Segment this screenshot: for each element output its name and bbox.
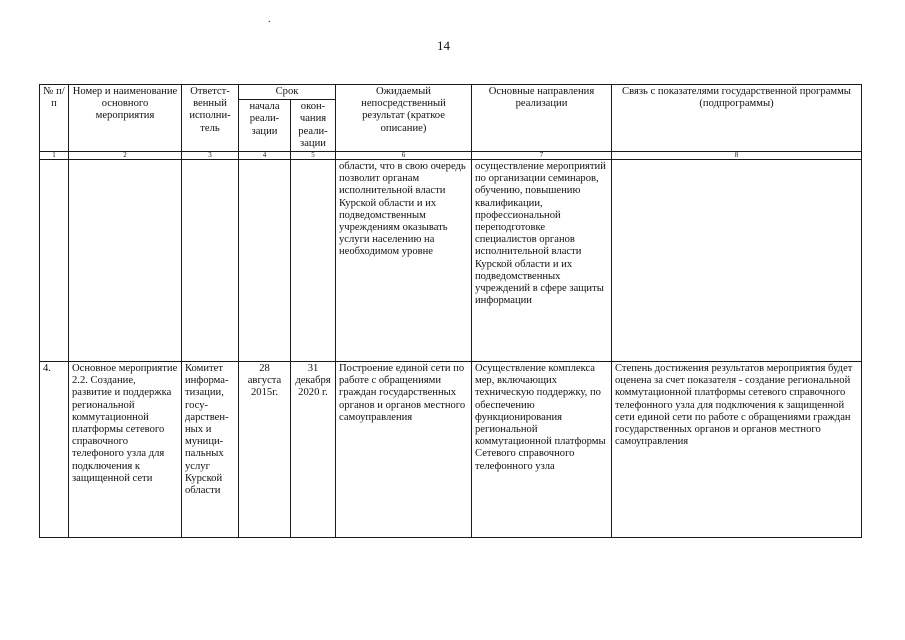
column-number: 7 — [472, 152, 612, 160]
row-link — [612, 160, 862, 362]
header-link: Связь с показателями государственной программы (подпрограммы) — [612, 85, 862, 152]
row-directions: Осуществление комплекса мер, включающих техническую поддержку, по обеспечению функционирования региональной коммутационной платформы Сетевого справочного телефонного узла — [472, 362, 612, 538]
page-number: 14 — [437, 38, 450, 53]
header-start: начала реали-зации — [239, 100, 291, 152]
row-end — [291, 160, 336, 362]
header-directions: Основные направления реализации — [472, 85, 612, 152]
column-number: 8 — [612, 152, 862, 160]
header-result: Ожидаемый непосредственный результат (краткое описание) — [336, 85, 472, 152]
column-number: 1 — [40, 152, 69, 160]
column-number: 6 — [336, 152, 472, 160]
row-start: 28 августа 2015г. — [239, 362, 291, 538]
column-number: 3 — [182, 152, 239, 160]
header-name: Номер и наименование основного мероприятия — [69, 85, 182, 152]
row-directions: осуществление мероприятий по организации семинаров, обучению, повышению квалификации, профессиональной переподготовке специалистов органов исполнительной власти Курской области и их подведомственных учреждений в сфере защиты информации — [472, 160, 612, 362]
row-name: Основное мероприятие 2.2. Создание, развитие и поддержка региональной коммутационной платформы сетевого справочного телефоного узла для подключения к защищенной сети — [69, 362, 182, 538]
row-end: 31 декабря 2020 г. — [291, 362, 336, 538]
row-result: Построение единой сети по работе с обращениями граждан государственных органов и органов местного самоуправления — [336, 362, 472, 538]
page-mark: . — [268, 14, 271, 25]
row-responsible — [182, 160, 239, 362]
header-term: Срок — [239, 85, 336, 100]
row-name — [69, 160, 182, 362]
row-result: области, что в свою очередь позволит органам исполнительной власти Курской области и их подведомственным учреждениям оказывать услуги населению на необходимом уровне — [336, 160, 472, 362]
row-no: 4. — [40, 362, 69, 538]
table-row — [40, 362, 862, 538]
row-link: Степень достижения результатов мероприятия будет оценена за счет показателя - создание региональной коммутационной платформы сетевого справочного телефонного узла для подключения к защищенной сети единой сети по работе с обращениями граждан государственных органов и органов местного самоуправления — [612, 362, 862, 538]
column-number: 4 — [239, 152, 291, 160]
column-number-row — [40, 152, 862, 160]
row-no — [40, 160, 69, 362]
header-row — [40, 85, 862, 100]
table-row — [40, 160, 862, 362]
row-responsible: Комитет информа-тизации, госу-дарствен-ных и муници-пальных услуг Курской области — [182, 362, 239, 538]
program-table — [39, 84, 862, 538]
header-responsible: Ответст-венный исполни-тель — [182, 85, 239, 152]
column-number: 5 — [291, 152, 336, 160]
header-end: окон-чания реали-зации — [291, 100, 336, 152]
column-number: 2 — [69, 152, 182, 160]
header-no: № п/п — [40, 85, 69, 152]
row-start — [239, 160, 291, 362]
